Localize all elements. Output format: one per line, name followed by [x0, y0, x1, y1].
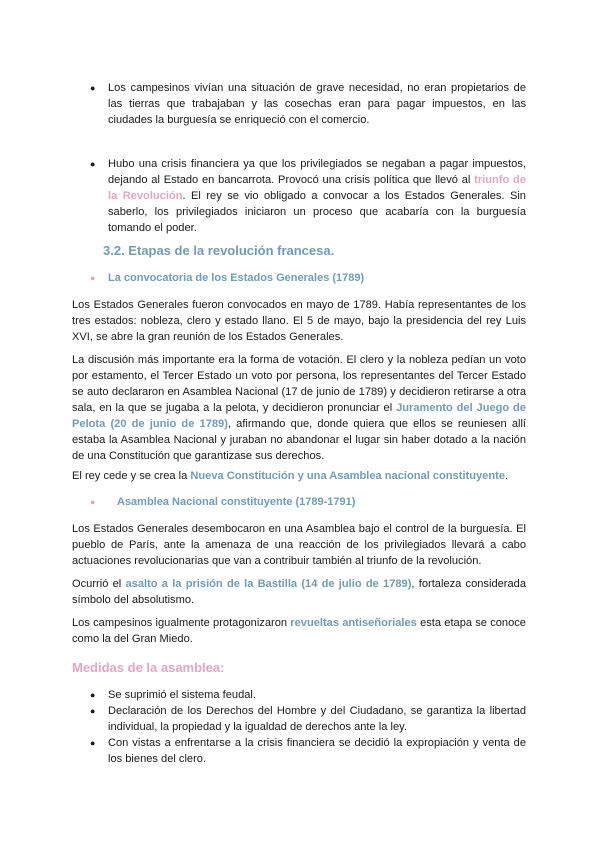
subheading-title: Asamblea Nacional constituyente (1789-1791) — [117, 496, 356, 508]
highlight-revueltas: revueltas antiseñoriales — [290, 617, 417, 629]
text-segment: Hubo una crisis financiera ya que los privilegiados se negaban a pagar impuestos, dejando al Estado en bancarrota. Provocó una crisis política que llevó al — [108, 158, 526, 186]
medida-item — [90, 703, 526, 735]
paragraph-bastilla — [72, 576, 526, 608]
medida-item — [90, 735, 526, 767]
text-segment: . — [505, 470, 509, 482]
bullet-crisis — [90, 156, 526, 236]
medida-item — [90, 687, 526, 703]
highlight-juramento: Juramento del Juego de Pelota (20 de junio de 1789) — [72, 402, 527, 430]
highlight-bastilla: asalto a la prisión de la Bastilla (14 de julio de 1789) — [125, 578, 412, 590]
subheading-asamblea — [90, 494, 355, 510]
bullet-dot: ● — [90, 738, 96, 748]
medidas-heading: Medidas de la asamblea: — [72, 660, 225, 675]
highlight-triunfo: triunfo de la Revolución — [108, 174, 526, 202]
bullet-campesinos — [90, 80, 526, 128]
section-heading: 3.2. Etapas de la revolución francesa. — [103, 243, 335, 258]
paragraph-asamblea-burguesia: Los Estados Generales desembocaron en una Asamblea bajo el control de la burguesía. El pueblo de París, ante la amenaza de una reacción de los privilegiados llevará a cabo actuaciones revolucionarias que van a contribuir también al triunfo de la revolución. — [72, 523, 526, 567]
text-segment: , fortaleza considerada símbolo del absolutismo. — [72, 578, 526, 606]
bullet-text — [108, 156, 526, 236]
text-segment: Ocurrió el — [72, 578, 126, 590]
bullet-dot: ● — [90, 83, 96, 93]
bullet-dot: ● — [90, 690, 96, 700]
paragraph-gran-miedo — [72, 615, 526, 647]
paragraph-votacion — [72, 352, 526, 464]
subheading-title: La convocatoria de los Estados Generales (1789) — [108, 272, 365, 284]
highlight-constitucion: Nueva Constitución y una Asamblea nacional constituyente — [190, 470, 505, 482]
paragraph-estados-generales: Los Estados Generales fueron convocados en mayo de 1789. Había representantes de los tres estados: nobleza, clero y estado llano. El 5 de mayo, bajo la presidencia del rey Luis XVI, se abre la gran reunión de los Estados Generales. — [72, 299, 526, 343]
text-segment: , afirmando que, donde quiera que ellos se reuniesen allí estaba la Asamblea Nacional y juraban no abandonar el lugar sin haber dotado a la nación de una Constitución que garantizase sus derechos. — [72, 418, 526, 462]
bullet-dot: ● — [90, 497, 96, 507]
medida-text: Con vistas a enfrentarse a la crisis financiera se decidió la expropiación y venta de los bienes del clero. — [108, 737, 526, 765]
paragraph-rey-cede — [72, 468, 526, 484]
text-segment: esta etapa se conoce como la del Gran Miedo. — [72, 617, 526, 645]
medida-text: Se suprimió el sistema feudal. — [108, 689, 256, 701]
bullet-dot: ● — [90, 706, 96, 716]
subheading-convocatoria — [90, 270, 364, 286]
text-segment: Los campesinos igualmente protagonizaron — [72, 617, 291, 629]
medida-text: Declaración de los Derechos del Hombre y del Ciudadano, se garantiza la libertad individual, la propiedad y la igualdad de derechos ante la ley. — [108, 705, 526, 733]
text-segment: El rey cede y se crea la — [72, 470, 191, 482]
bullet-dot: ● — [90, 273, 96, 283]
text-segment: La discusión más importante era la forma de votación. El clero y la nobleza pedían un voto por estamento, el Tercer Estado un voto por persona, los representantes del Tercer Estado se auto declararon en Asamblea Nacional (17 de junio de 1789) y decidieron retirarse a otra sala, en la que se jugaba a la pelota, y decidieron pronunciar el — [72, 354, 526, 414]
bullet-dot: ● — [90, 159, 96, 169]
text-segment: . El rey se vio obligado a convocar a los Estados Generales. Sin saberlo, los privilegiados iniciaron un proceso que acabaría con la burguesía tomando el poder. — [108, 190, 526, 234]
bullet-text: Los campesinos vivían una situación de grave necesidad, no eran propietarios de las tierras que trabajaban y las cosechas eran para pagar impuestos, en las ciudades la burguesía se enriqueció con el comercio. — [108, 82, 526, 126]
